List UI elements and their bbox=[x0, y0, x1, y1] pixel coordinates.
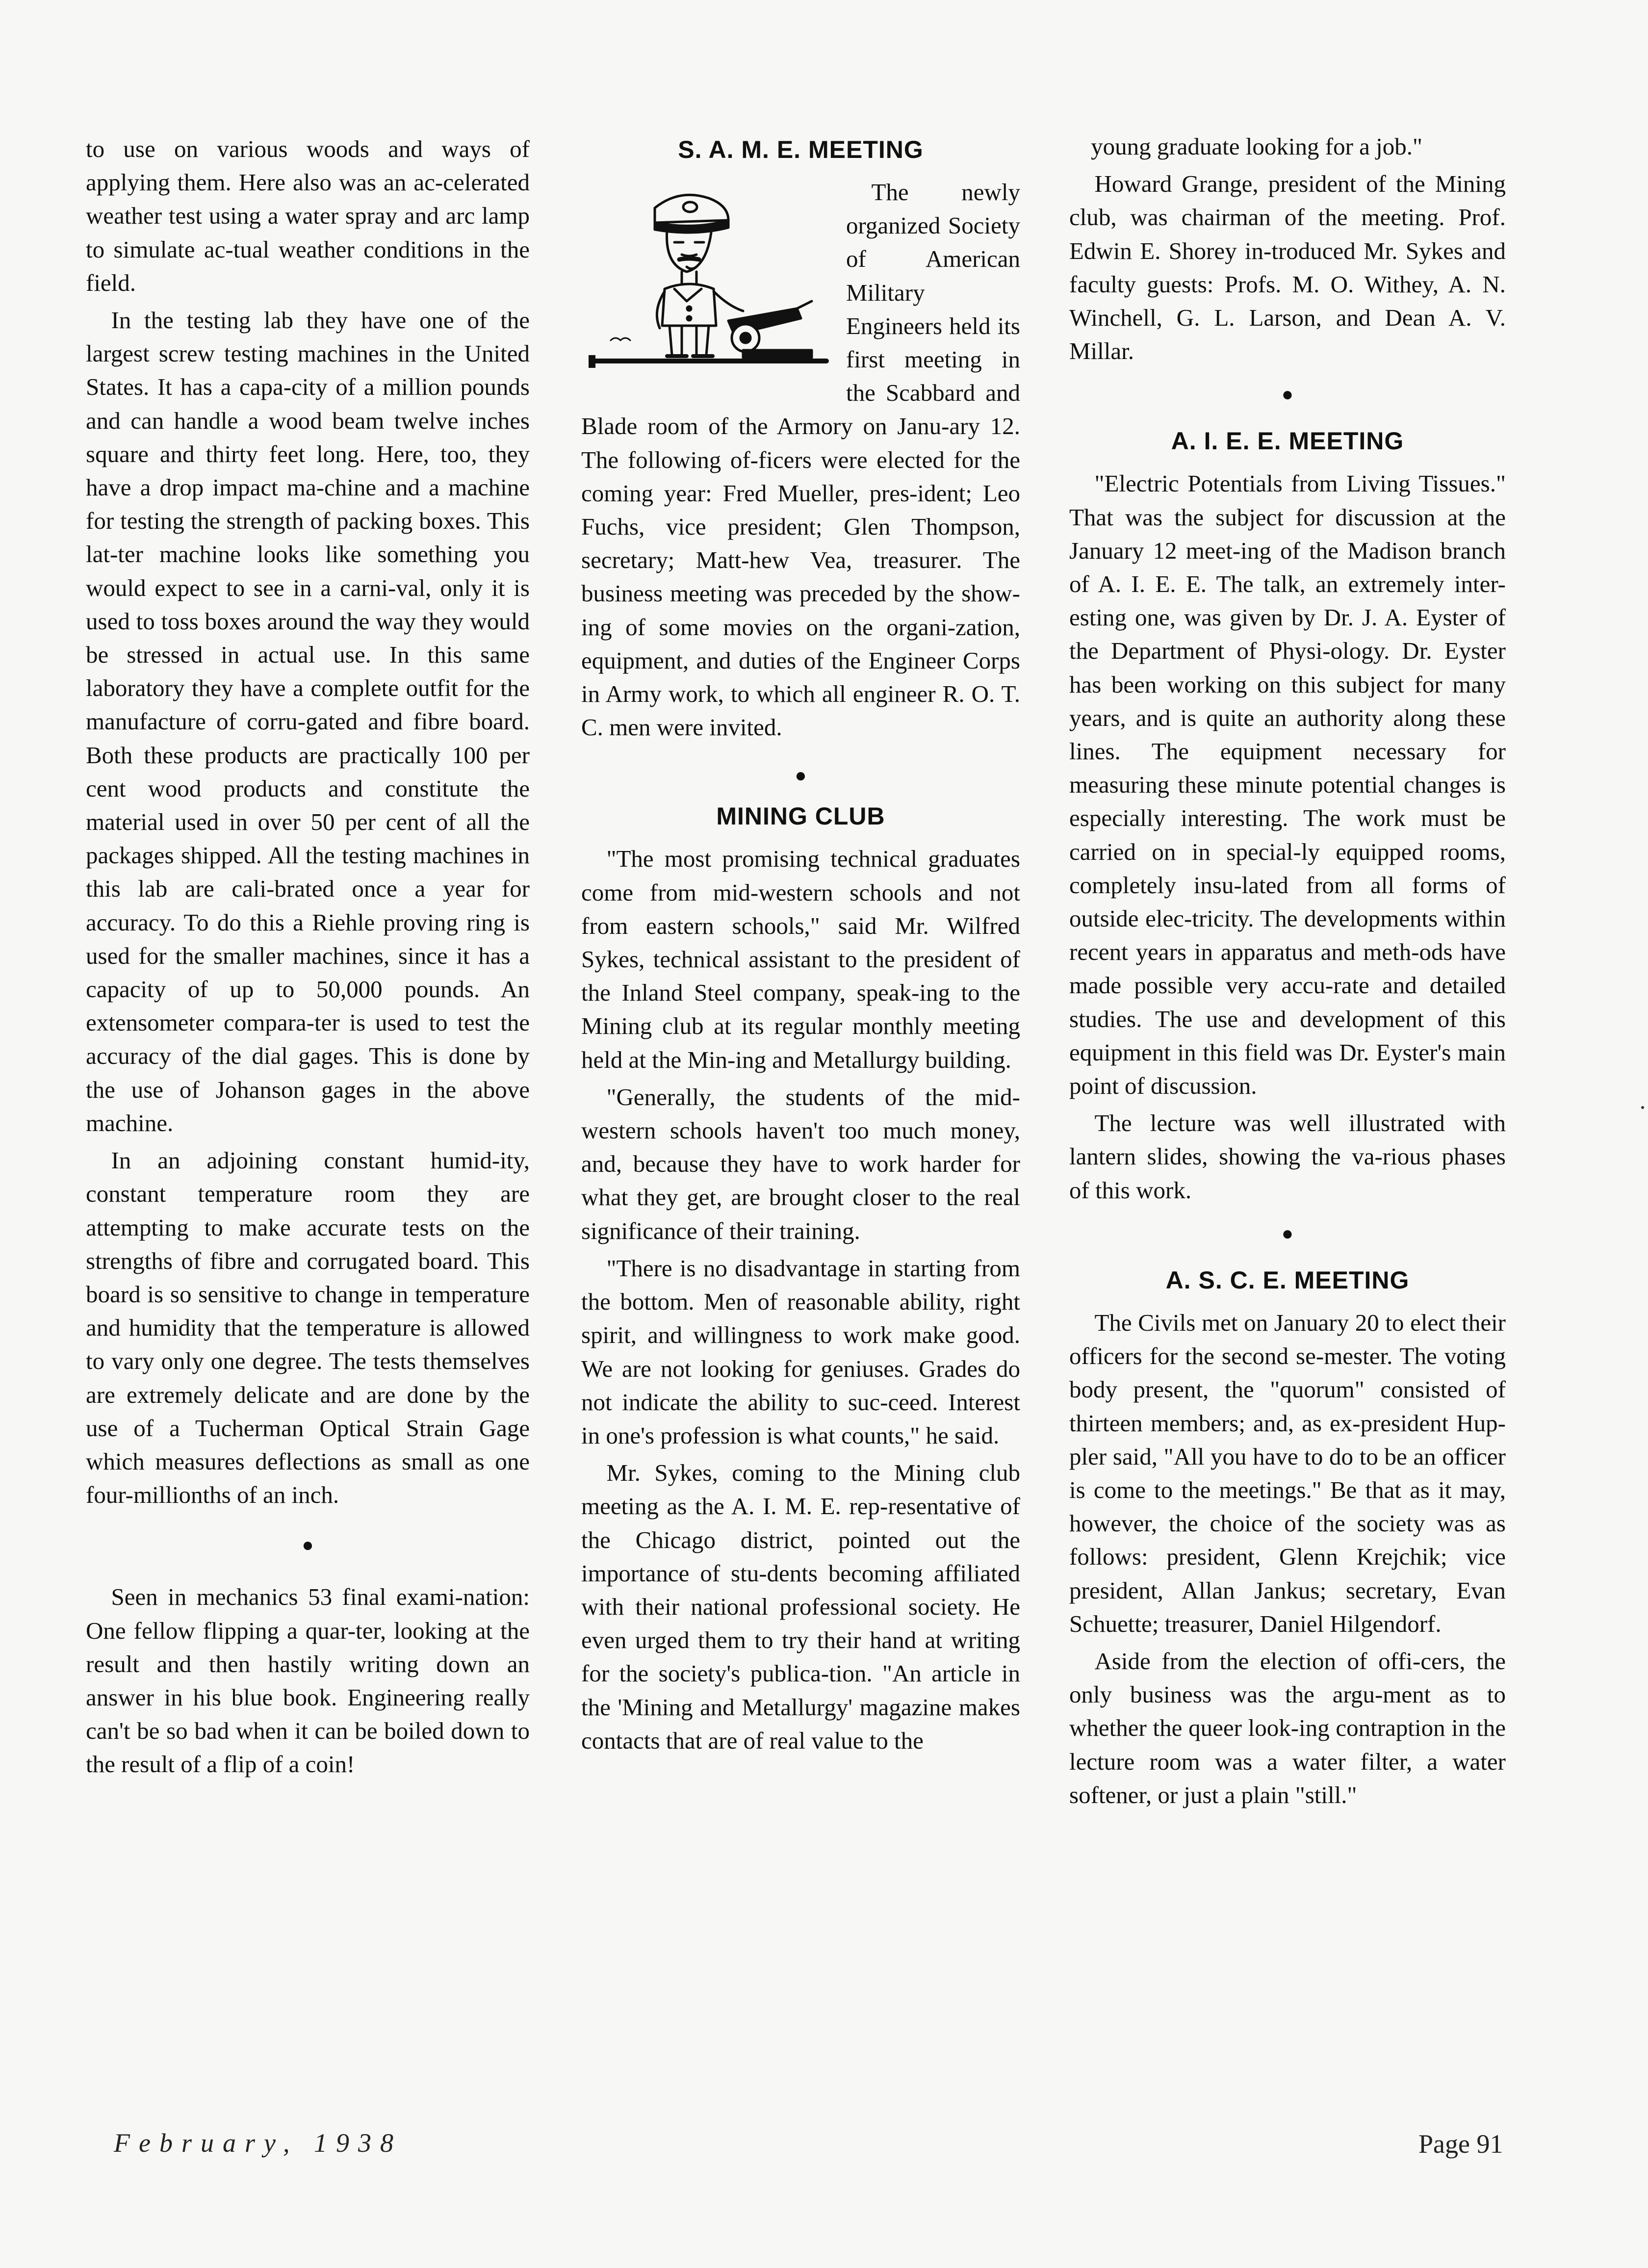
paragraph: young graduate looking for a job." bbox=[1091, 133, 1422, 160]
paragraph: Aside from the election of offi-cers, the only business was the argu-ment as to whether the queer look-ing contraption in the lecture room was a water filter, a water softener, or just a plain "still." bbox=[1069, 1647, 1506, 1808]
bullet-separator: ● bbox=[1281, 383, 1294, 406]
paragraph: "Electric Potentials from Living Tissues." That was the subject for discussion at the January 12 meet-ing of the Madison branch of A. I. E. E. The talk, an extremely inter-esting one, was given by Dr. J. A. Eyster of the Department of Physi-ology. Dr. Eyster has been working on this subject for many years, and is quite an authority along these lines. The equipment necessary for measuring these minute potential changes is especially interesting. The work must be carried on in special-ly equipped rooms, completely insu-lated from all forms of outside elec-tricity. The developments within recent years in apparatus and meth-ods have made possible very accu-rate and detailed studies. The use and development of this equipment in this field was Dr. Eyster's main point of discussion. bbox=[1069, 470, 1506, 1100]
bullet-separator: ● bbox=[795, 764, 807, 787]
paragraph: Seen in mechanics 53 final exami-nation: One fellow flipping a quar-ter, looking at the result and then hastily writing down an answer in his blue book. Engineering really can't be so bad when it can be boiled down to the result of a flip of a coin! bbox=[86, 1583, 530, 1778]
mining-club-heading: MINING CLUB bbox=[716, 802, 885, 830]
aiee-meeting-heading: A. I. E. E. MEETING bbox=[1171, 427, 1404, 455]
page-number: Page 91 bbox=[1418, 2129, 1503, 2159]
paragraph: "The most promising technical graduates come from mid-western schools and not from eastern schools," said Mr. Wilfred Sykes, technical assistant to the president of the Inland Steel company, speak-ing to the Mining club at its regular monthly meeting held at the Min-ing and Metallurgy building. bbox=[581, 845, 1020, 1073]
scan-mark bbox=[1641, 1106, 1644, 1109]
right-column bbox=[1069, 130, 1506, 1812]
paragraph: to use on various woods and ways of applying them. Here also was an ac-celerated weather test using a water spray and arc lamp to simulate ac-tual weather conditions in the field. bbox=[86, 135, 530, 296]
asce-meeting-heading: A. S. C. E. MEETING bbox=[1165, 1266, 1410, 1294]
middle-column bbox=[581, 132, 1020, 1757]
soldier-cannon-illustration bbox=[581, 179, 836, 377]
paragraph: In the testing lab they have one of the largest screw testing machines in the United States. It has a capa-city of a million pounds and can handle a wood beam twelve inches square and thirty feet long. Here, too, they have a drop impact ma-chine and a machine for testing the strength of packing boxes. This lat-ter machine looks like something you would expect to see in a carni-val, only it is used to toss boxes around the way they would be stressed in actual use. In this same laboratory they have a complete outfit for the manufacture of corru-gated and fibre board. Both these products are practically 100 per cent wood products and constitute the material used in over 50 per cent of all the packages shipped. All the testing machines in this lab are cali-brated once a year for accuracy. To do this a Riehle proving ring is used for the smaller machines, since it has a capacity of up to 50,000 pounds. An extensometer compara-ter is used to test the accuracy of the dial gages. This is done by the use of Johanson gages in the above machine. bbox=[86, 307, 530, 1136]
paragraph: "Generally, the students of the mid-western schools haven't too much money, and, because they have to work harder for what they get, are brought closer to the real significance of their training. bbox=[581, 1083, 1020, 1244]
paragraph bbox=[581, 176, 1020, 744]
bullet-separator: ● bbox=[302, 1534, 314, 1556]
paragraph: "There is no disadvantage in starting from the bottom. Men of reasonable ability, right spirit, and willingness to work make good. We are not looking for geniuses. Grades do not indicate the ability to suc-ceed. Interest in one's profession is what counts," he said. bbox=[581, 1254, 1020, 1449]
same-meeting-text: The newly organized Society of American Military Engineers held its first meeting in the Scabbard and Blade room of the Armory on Janu-ary 12. The following of-ficers were elected for the coming year: Fred Mueller, pres-ident; Leo Fuchs, vice president; Glen Thompson, secretary; Matt-hew Vea, treasurer. The business meeting was preceded by the show-ing of some movies on the organi-zation, equipment, and duties of the Engineer Corps in Army work, to which all engineer R. O. T. C. men were invited. bbox=[581, 179, 1020, 741]
paragraph: Mr. Sykes, coming to the Mining club meeting as the A. I. M. E. rep-resentative of the Chicago district, pointed out the importance of stu-dents becoming affiliated with their national professional society. He even urged them to try their hand at writing for the society's publica-tion. "An article in the 'Mining and Metallurgy' magazine makes contacts that are of real value to the bbox=[581, 1459, 1020, 1754]
paragraph: The Civils met on January 20 to elect their officers for the second se-mester. The voting body present, the "quorum" consisted of thirteen members; and, as ex-president Hup-pler said, "All you have to do to be an officer is come to the meetings." Be that as it may, however, the choice of the society was as follows: president, Glenn Krejchik; vice president, Allan Jankus; secretary, Evan Schuette; treasurer, Daniel Hilgendorf. bbox=[1069, 1309, 1506, 1637]
paragraph: Howard Grange, president of the Mining club, was chairman of the meeting. Prof. Edwin E. Shorey in-troduced Mr. Sykes and faculty guests: Profs. M. O. Withey, A. N. Winchell, G. L. Larson, and Dean A. V. Millar. bbox=[1069, 170, 1506, 365]
bullet-separator: ● bbox=[1281, 1222, 1294, 1244]
left-column bbox=[86, 132, 530, 1781]
paragraph: The lecture was well illustrated with lantern slides, showing the va-rious phases of this work. bbox=[1069, 1109, 1506, 1204]
same-meeting-heading: S. A. M. E. MEETING bbox=[678, 136, 924, 163]
issue-date: February, 1938 bbox=[114, 2128, 402, 2158]
paragraph: In an adjoining constant humid-ity, constant temperature room they are attempting to make accurate tests on the strengths of fibre and corrugated board. This board is so sensitive to change in temperature and humidity that the temperature is allowed to vary only one degree. The tests themselves are extremely delicate and are done by the use of a Tucherman Optical Strain Gage which measures deflections as small as one four-millionths of an inch. bbox=[86, 1147, 530, 1509]
